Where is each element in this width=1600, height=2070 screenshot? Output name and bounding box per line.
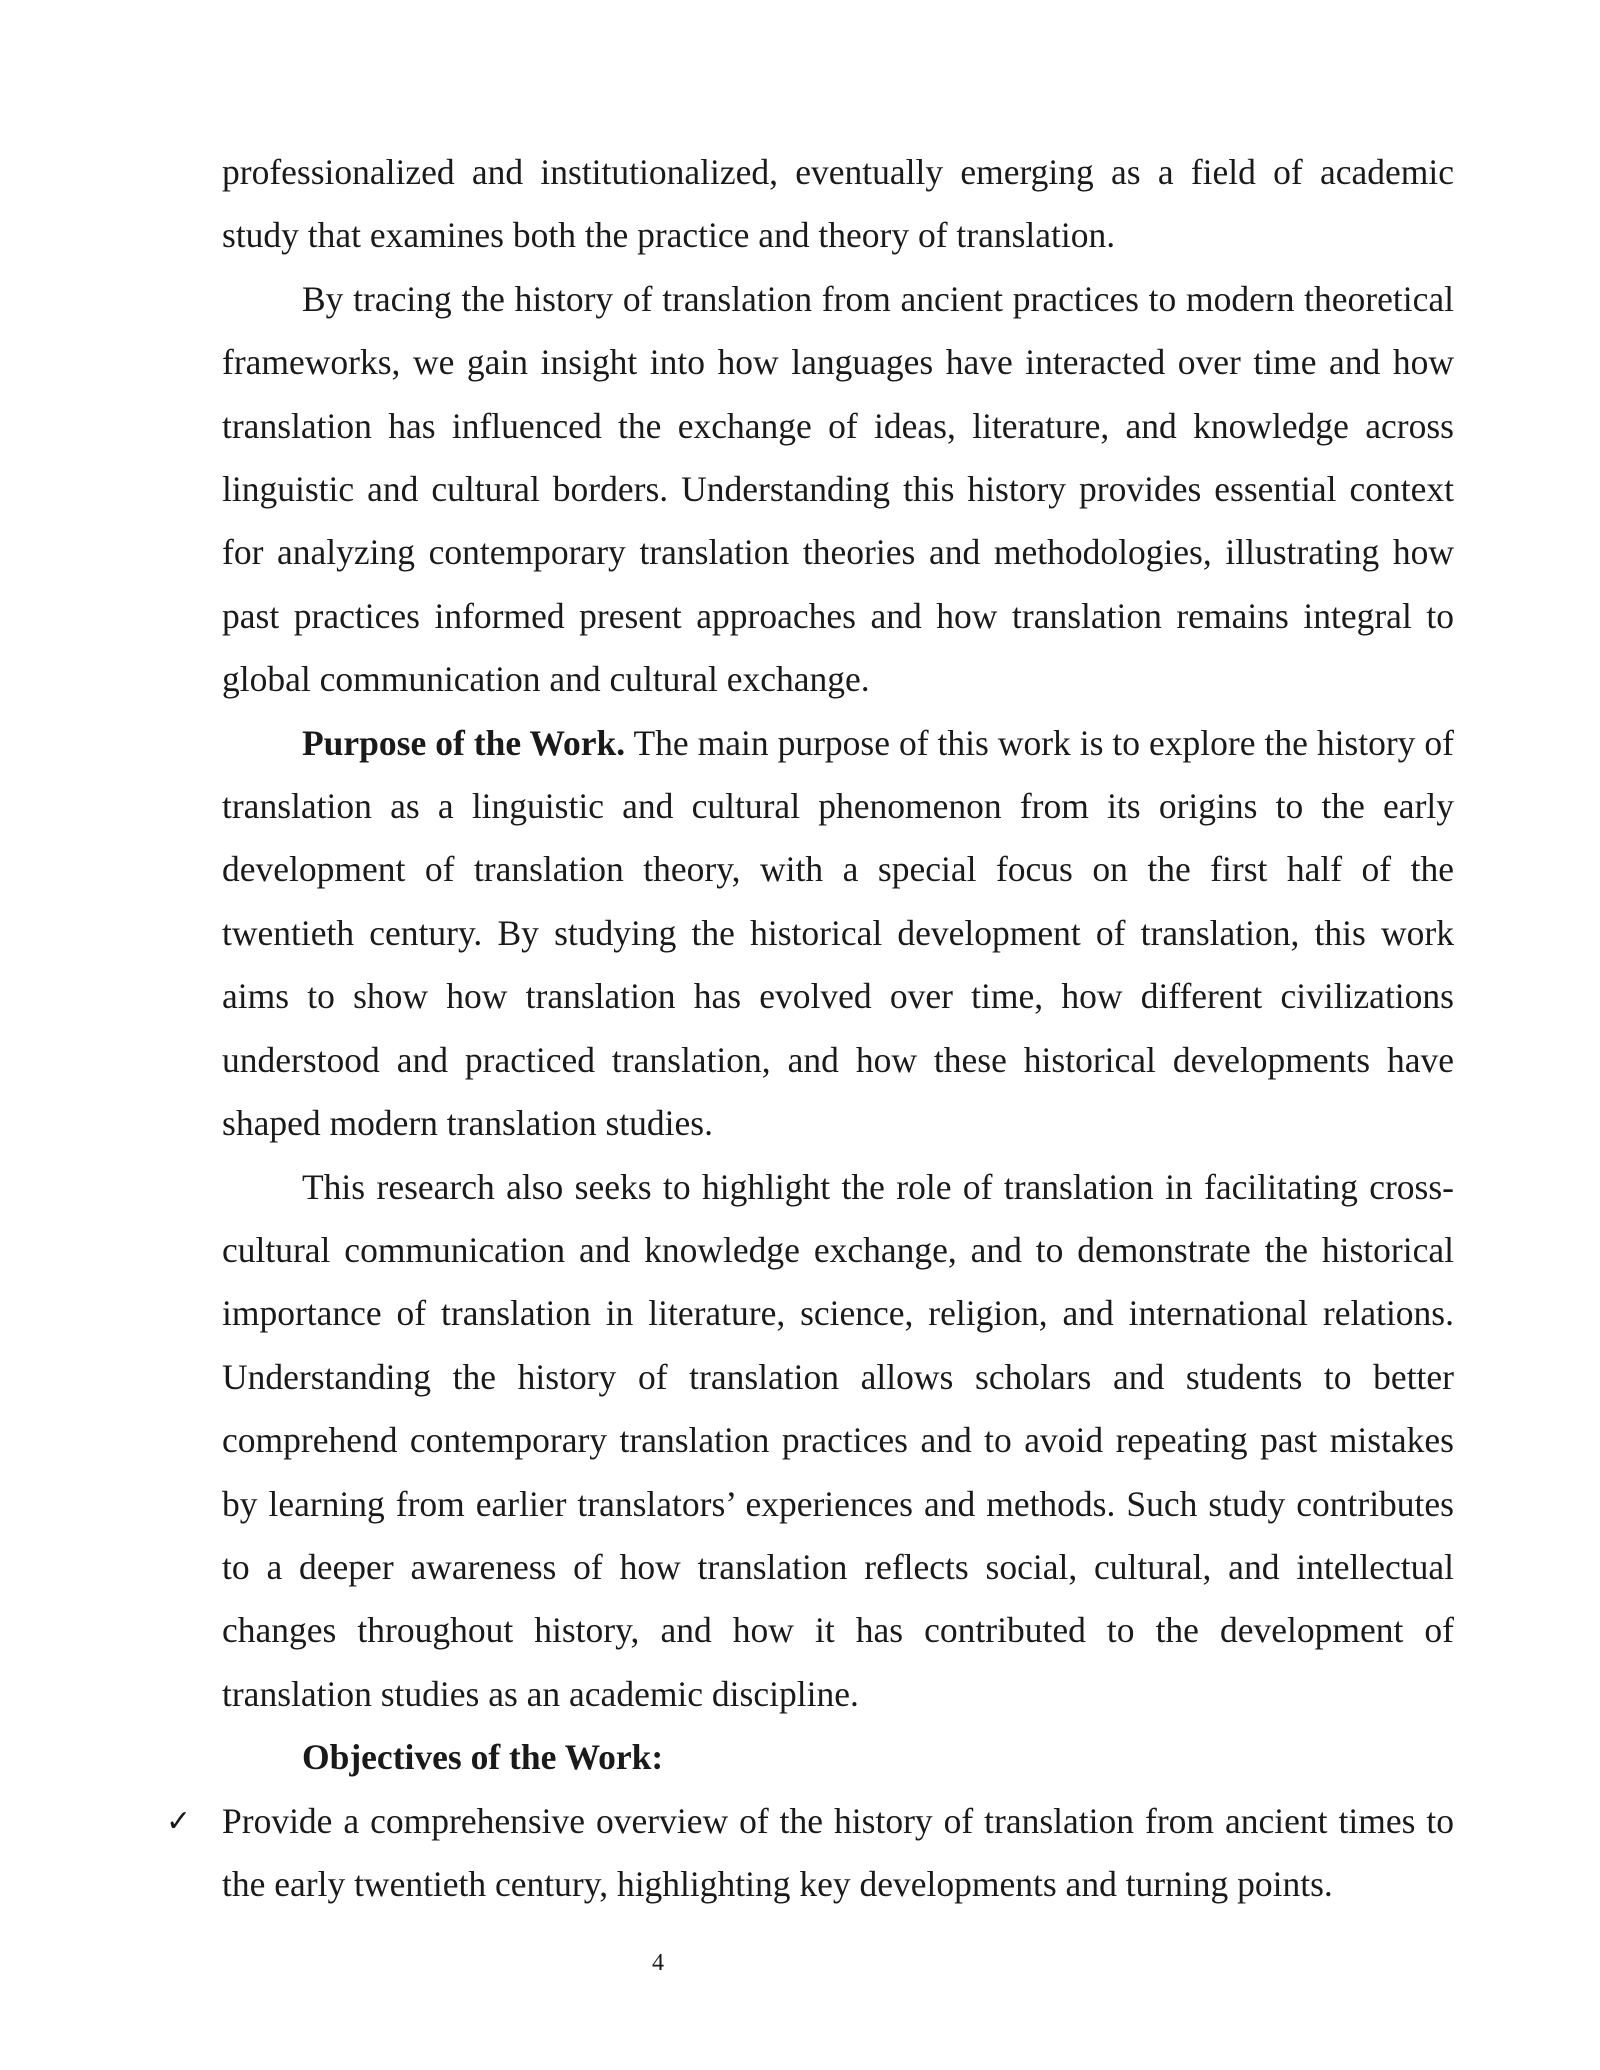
paragraph-history-overview: By tracing the history of translation from ancient practices to modern theoretical frameworks, we gain insight into how languages have interacted over time and how translation has influenced the exchange of ideas, literature, and knowledge across linguistic and cultural borders. Understanding this history provides essential context for analyzing contemporary translation theories and methodologies, illustrating how past practices informed present approaches and how translation remains integral to global communication and cultural exchange. [222, 278, 1454, 700]
objective-text: Provide a comprehensive overview of the history of translation from ancient times to the early twentieth century, highlighting key developments and turning points. [222, 1800, 1454, 1904]
paragraph-research-role: This research also seeks to highlight the role of translation in facilitating cross-cultural communication and knowledge exchange, and to demonstrate the historical importance of translation in literature, science, religion, and international relations. Understanding the history of translation allows scholars and students to better comprehend contemporary translation practices and to avoid repeating past mistakes by learning from earlier translators’ experiences and methods. Such study contributes to a deeper awareness of how translation reflects social, cultural, and intellectual changes throughout history, and how it has contributed to the development of translation studies as an academic discipline. [222, 1166, 1454, 1714]
objectives-heading: Objectives of the Work: [302, 1737, 664, 1778]
paragraph-purpose [222, 712, 1454, 1156]
paragraph-continuation: professionalized and institutionalized, eventually emerging as a field of academic study that examines both the practice and theory of translation. [222, 152, 1454, 256]
checkmark-icon: ✓ [166, 1803, 192, 1839]
objective-item [166, 1790, 1454, 1917]
purpose-body: The main purpose of this work is to explore the history of translation as a linguistic and cultural phenomenon from its origins to the early development of translation theory, with a special focus on the first half of the twentieth century. By studying the historical development of translation, this work aims to show how translation has evolved over time, how different civilizations understood and practiced translation, and how these historical developments have shaped modern translation studies. [222, 722, 1454, 1144]
page-number: 4 [652, 1950, 664, 1976]
document-page [166, 141, 1454, 1916]
purpose-heading: Purpose of the Work. [302, 722, 626, 763]
